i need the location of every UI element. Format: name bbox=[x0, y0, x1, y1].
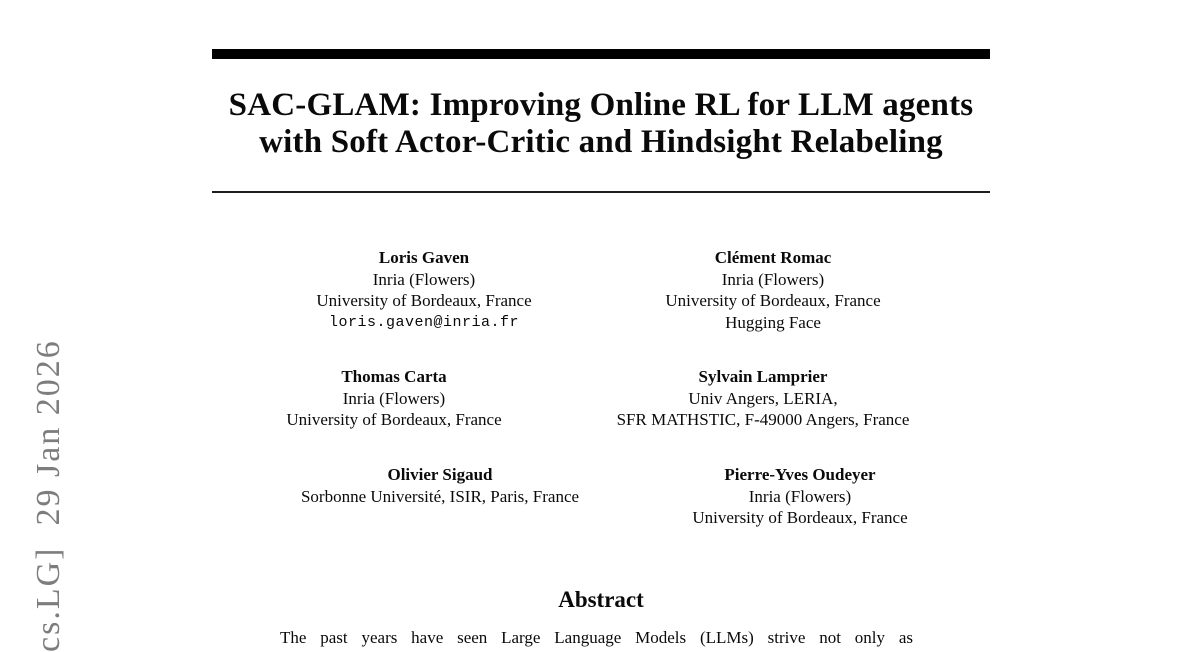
author-block-pierre-yves-oudeyer bbox=[692, 464, 907, 529]
author-name: Clément Romac bbox=[714, 248, 832, 267]
author-affiliation: Sorbonne Université, ISIR, Paris, France bbox=[300, 486, 580, 506]
author-affiliation: University of Bordeaux, France bbox=[286, 410, 502, 429]
author-affiliation: University of Bordeaux, France bbox=[316, 291, 532, 310]
author-affiliation: University of Bordeaux, France bbox=[692, 508, 908, 527]
author-affiliation: Hugging Face bbox=[725, 312, 821, 332]
author-name: Pierre-Yves Oudeyer bbox=[724, 465, 876, 484]
author-affiliation: Inria (Flowers) bbox=[342, 388, 446, 408]
author-affiliation: University of Bordeaux, France bbox=[665, 291, 881, 310]
author-affiliation: Inria (Flowers) bbox=[721, 269, 825, 289]
author-block-loris-gaven bbox=[316, 247, 531, 333]
author-name: Loris Gaven bbox=[378, 248, 470, 267]
top-rule bbox=[212, 49, 990, 59]
paper-title bbox=[212, 87, 990, 161]
abstract-heading: Abstract bbox=[558, 587, 644, 612]
author-block-thomas-carta bbox=[286, 366, 501, 431]
author-name: Thomas Carta bbox=[341, 367, 447, 386]
arxiv-watermark: cs.LG] 29 Jan 2026 bbox=[30, 339, 67, 652]
author-affiliation: Univ Angers, LERIA, bbox=[688, 388, 838, 408]
author-name: Olivier Sigaud bbox=[387, 465, 493, 484]
author-affiliation: Inria (Flowers) bbox=[372, 269, 476, 289]
paper-title-line2: with Soft Actor-Critic and Hindsight Relabeling bbox=[259, 124, 943, 160]
author-name: Sylvain Lamprier bbox=[698, 367, 828, 386]
abstract-first-line: The past years have seen Large Language Models (LLMs) strive not only as bbox=[280, 628, 913, 647]
title-separator-rule bbox=[212, 191, 990, 193]
author-affiliation: SFR MATHSTIC, F-49000 Angers, France bbox=[616, 410, 910, 429]
paper-title-line1: SAC-GLAM: Improving Online RL for LLM agents bbox=[228, 87, 974, 123]
author-affiliation: Inria (Flowers) bbox=[748, 486, 852, 506]
author-block-sylvain-lamprier bbox=[617, 366, 910, 431]
author-block-olivier-sigaud bbox=[301, 464, 579, 507]
author-block-clement-romac bbox=[665, 247, 880, 333]
author-email: loris.gaven@inria.fr bbox=[328, 313, 520, 331]
